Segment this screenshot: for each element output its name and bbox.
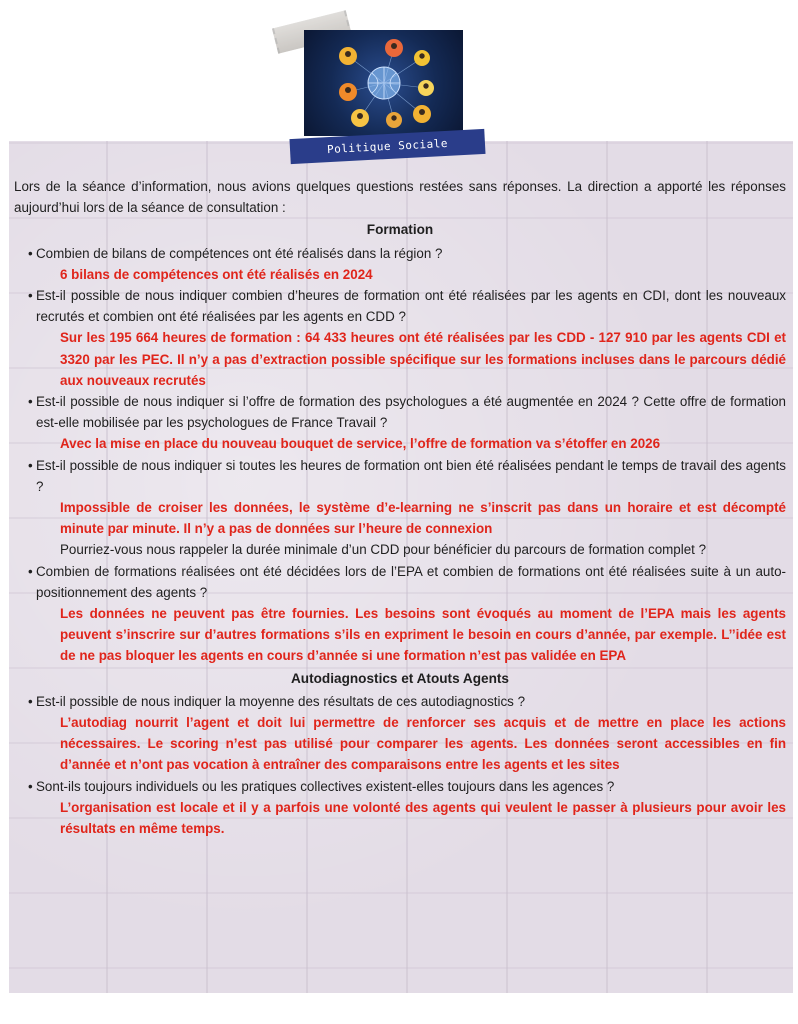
question-text: Sont-ils toujours individuels ou les pratiques collectives existent-elles toujours dans les agences ? (36, 778, 615, 794)
section-caption: Politique Sociale (289, 129, 485, 164)
question-text: Est-il possible de nous indiquer la moyenne des résultats de ces autodiagnostics ? (36, 693, 526, 709)
answer-text: L’autodiag nourrit l’agent et doit lui permettre de renforcer ses acquis et de mettre en place les actions nécessaires. Le scoring n’est pas utilisé pour comparer les agents. Les données seront accessibles en fin d’année et n’ont pas vocation à entraîner des comparaisons entre les agents et les sites (60, 715, 786, 773)
question-text: Est-il possible de nous indiquer combien d’heures de formation ont été réalisées par les agents en CDI, dont les nouveaux recrutés et combien ont été réalisées par les agents en CDD ? (36, 288, 786, 325)
question-item (14, 776, 786, 797)
bullet-icon: • (28, 394, 33, 410)
answer-text: Les données ne peuvent pas être fournies. Les besoins sont évoqués au moment de l’EPA mais les agents peuvent s’inscrire sur d’autres formations s’ils en expriment le besoin en cours d’année, par exemple. L’’idée est de ne pas bloquer les agents en cours d’année si une formation n’est pas validée en EPA (60, 606, 786, 664)
question-text: Est-il possible de nous indiquer si l’offre de formation des psychologues a été augmentée en 2024 ? Cette offre de formation est-elle mobilisée par les psychologues de France Travail ? (36, 394, 786, 431)
question-text: Est-il possible de nous indiquer si toutes les heures de formation ont bien été réalisées pendant le temps de travail des agents ? (36, 457, 786, 494)
sections-container (14, 219, 786, 839)
people-network-image (304, 30, 463, 136)
bullet-icon: • (28, 693, 33, 709)
answer-text: Avec la mise en place du nouveau bouquet de service, l’offre de formation va s’étoffer en 2026 (60, 436, 661, 452)
answer-text: 6 bilans de compétences ont été réalisés en 2024 (60, 266, 373, 282)
question-item (14, 243, 786, 264)
question-item (14, 455, 786, 497)
bullet-icon: • (28, 245, 33, 261)
document-body (14, 176, 786, 839)
section-heading: Formation (366, 222, 434, 238)
question-item (14, 391, 786, 433)
section-heading: Autodiagnostics et Atouts Agents (290, 670, 509, 686)
people-network-icon (304, 30, 463, 136)
bullet-icon: • (28, 288, 33, 304)
answer-text: L’organisation est locale et il y a parfois une volonté des agents qui veulent le passer à plusieurs pour avoir les résultats en même temps. (60, 799, 786, 837)
followup-question: Pourriez-vous nous rappeler la durée minimale d’un CDD pour bénéficier du parcours de formation complet ? (60, 542, 707, 558)
bullet-icon: • (28, 457, 33, 473)
question-text: Combien de formations réalisées ont été décidées lors de l’EPA et combien de formations ont été réalisées suite à un auto-positionnement des agents ? (36, 563, 786, 600)
answer-text: Sur les 195 664 heures de formation : 64 433 heures ont été réalisées par les CDD - 127 910 par les agents CDI et 3320 par les PEC. Il n’y a pas d’extraction possible spécifique sur les formations incluses dans le parcours dédié aux nouveaux recrutés (60, 330, 786, 388)
bullet-icon: • (28, 563, 33, 579)
question-text: Combien de bilans de compétences ont été réalisés dans la région ? (36, 245, 443, 261)
bullet-icon: • (28, 778, 33, 794)
intro-text: Lors de la séance d’information, nous avions quelques questions restées sans réponses. La direction a apporté les réponses aujourd’hui lors de la séance de consultation : (14, 179, 786, 216)
answer-text: Impossible de croiser les données, le système d’e-learning ne s’inscrit pas dans un horaire et est décompté minute par minute. Il n’y a pas de données sur l’heure de connexion (60, 500, 786, 537)
question-item (14, 691, 786, 712)
question-item (14, 285, 786, 327)
question-item (14, 561, 786, 603)
